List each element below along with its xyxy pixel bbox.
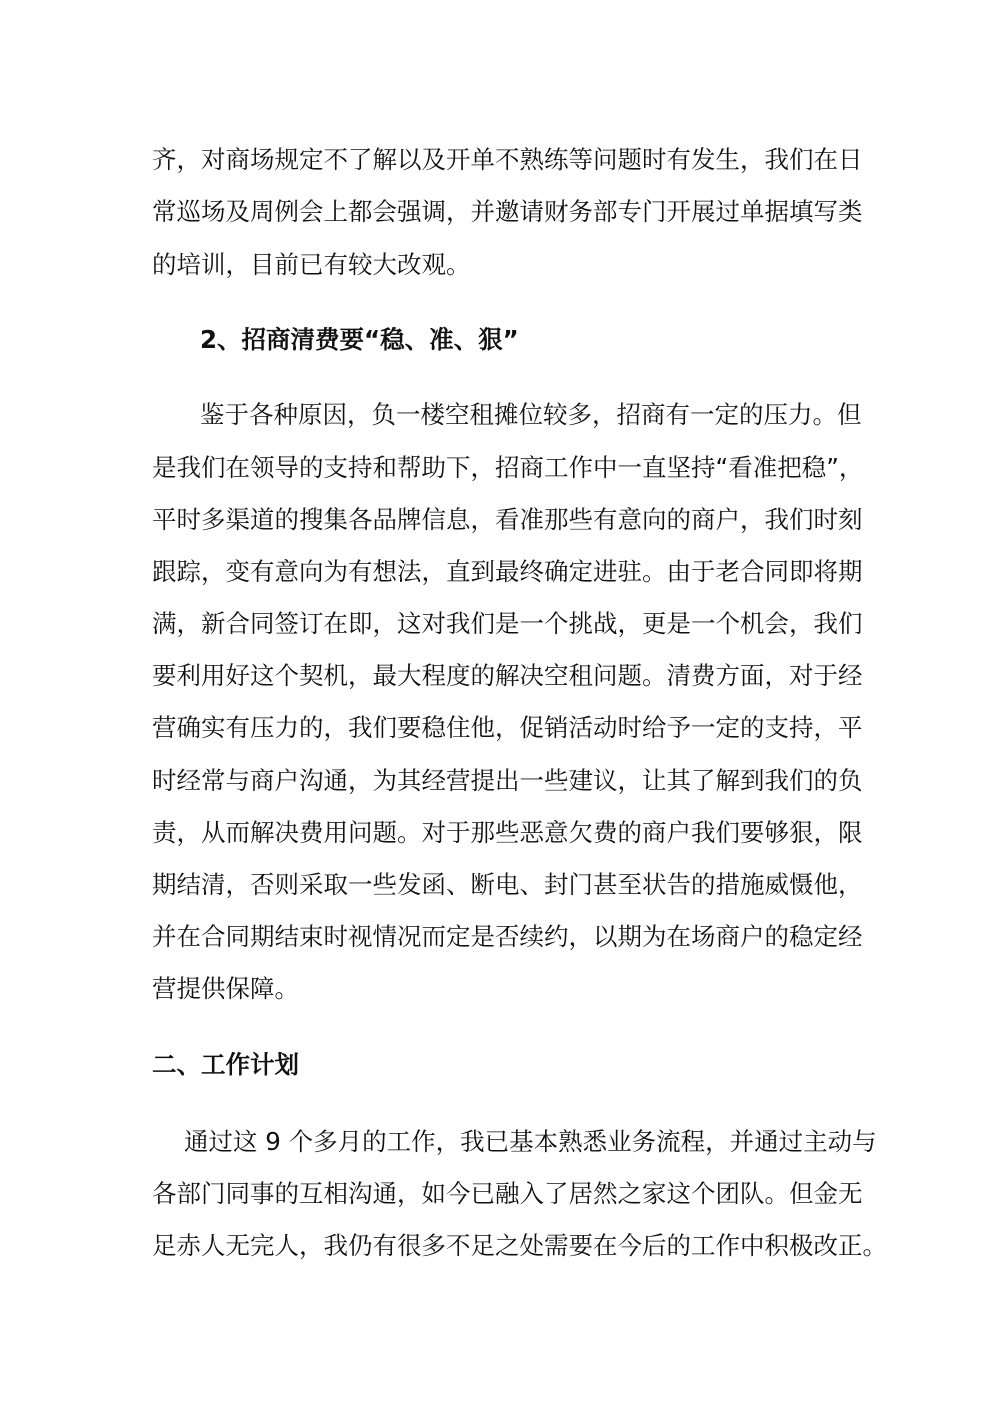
paragraph-line: 营确实有压力的，我们要稳住他，促销活动时给予一定的支持，平 [152, 713, 863, 742]
section-heading: 二、工作计划 [152, 1050, 299, 1079]
paragraph-line: 鉴于各种原因，负一楼空租摊位较多，招商有一定的压力。但 [200, 400, 862, 429]
paragraph-line: 平时多渠道的搜集各品牌信息，看准那些有意向的商户，我们时刻 [152, 505, 863, 534]
paragraph-line: 常巡场及周例会上都会强调，并邀请财务部专门开展过单据填写类 [152, 197, 863, 226]
paragraph-line: 跟踪，变有意向为有想法，直到最终确定进驻。由于老合同即将期 [152, 557, 863, 586]
paragraph-line: 满，新合同签订在即，这对我们是一个挑战，更是一个机会，我们 [152, 609, 863, 638]
paragraph-line: 营提供保障。 [152, 974, 299, 1003]
paragraph-line: 责，从而解决费用问题。对于那些恶意欠费的商户我们要够狠，限 [152, 818, 863, 847]
paragraph-line: 期结清，否则采取一些发函、断电、封门甚至状告的措施威慑他， [152, 870, 863, 899]
paragraph-line: 的培训，目前已有较大改观。 [152, 250, 471, 279]
subsection-heading: 2、招商清费要“稳、准、狠” [200, 325, 519, 354]
paragraph-line: 并在合同期结束时视情况而定是否续约，以期为在场商户的稳定经 [152, 922, 863, 951]
paragraph-line: 要利用好这个契机，最大程度的解决空租问题。清费方面，对于经 [152, 661, 863, 690]
paragraph-line: 时经常与商户沟通，为其经营提出一些建议，让其了解到我们的负 [152, 766, 863, 795]
paragraph-line: 是我们在领导的支持和帮助下，招商工作中一直坚持“看准把稳”， [152, 453, 864, 482]
paragraph-line: 足赤人无完人，我仍有很多不足之处需要在今后的工作中积极改正。 [152, 1231, 887, 1260]
paragraph-line: 各部门同事的互相沟通，如今已融入了居然之家这个团队。但金无 [152, 1179, 863, 1208]
paragraph-line: 通过这 9 个多月的工作，我已基本熟悉业务流程，并通过主动与 [184, 1127, 877, 1156]
paragraph-line: 齐，对商场规定不了解以及开单不熟练等问题时有发生，我们在日 [152, 145, 863, 174]
